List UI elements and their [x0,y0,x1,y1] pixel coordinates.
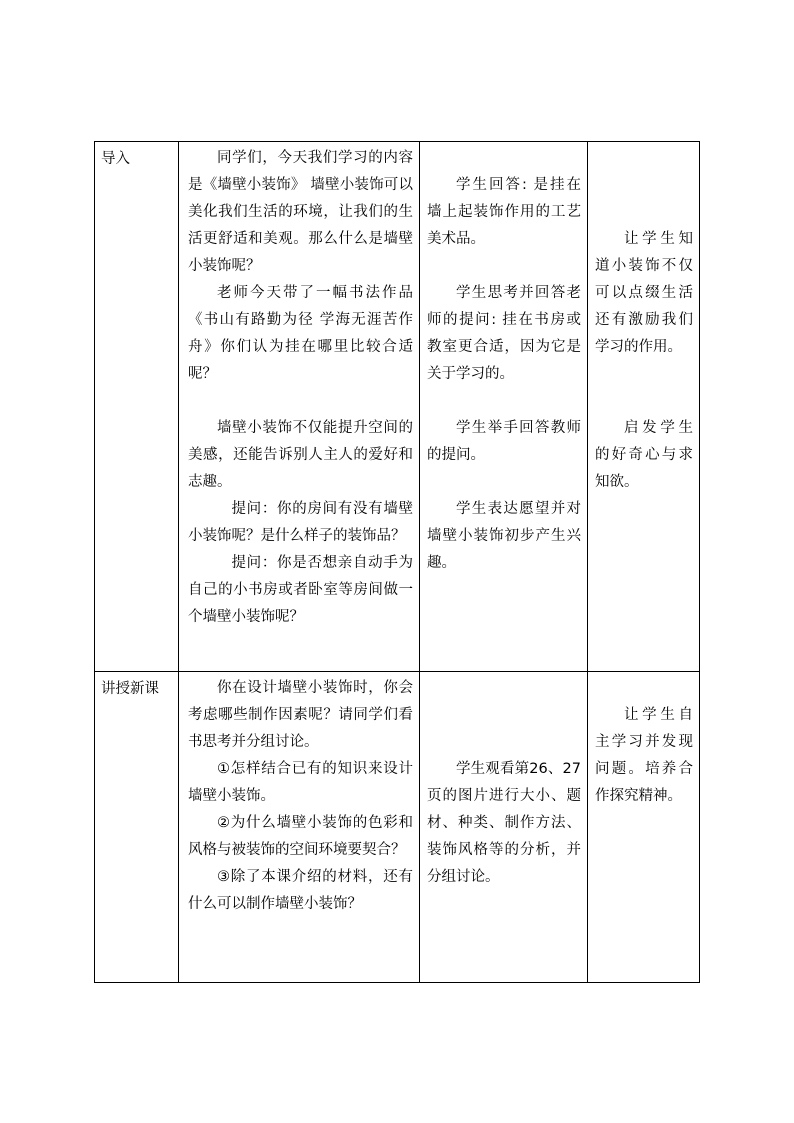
lesson-plan-table [94,141,700,983]
purpose-paragraph: 让学生自主学习并发现问题。培养合作探究精神。 [595,707,693,804]
teacher-paragraph: ②为什么墙壁小装饰的色彩和风格与被装饰的空间环境要契合？ [188,815,413,858]
student-activity-cell [420,142,588,672]
teacher-paragraph: 提问：你是否想亲自动手为自己的小书房或者卧室等房间做一个墙壁小装饰呢？ [188,555,413,625]
student-paragraph: 学生观看第26、27页的图片进行大小、题材、种类、制作方法、装饰风格等的分析，并分组讨论。 [427,761,581,885]
teacher-paragraph: 同学们，今天我们学习的内容是《墙壁小装饰》 墙壁小装饰可以美化我们生活的环境，让我们的生活更舒适和美观。那么什么是墙壁小装饰呢？ [188,150,413,274]
teacher-paragraph: ③除了本课介绍的材料，还有什么可以制作墙壁小装饰？ [188,869,413,912]
purpose-paragraph: 让学生知道小装饰不仅可以点缀生活还有激励我们学习的作用。 [595,231,693,355]
teacher-paragraph: 你在设计墙壁小装饰时，你会考虑哪些制作因素呢？请同学们看书思考并分组讨论。 [188,680,413,750]
stage-cell-intro: 导入 [95,142,179,672]
table-row-intro [95,142,700,672]
teacher-activity-cell [179,672,420,983]
table-row-new-lesson [95,672,700,983]
student-paragraph: 学生思考并回答老师的提问: 挂在书房或教室更合适，因为它是关于学习的。 [427,285,581,382]
teacher-paragraph: 提问：你的房间有没有墙壁小装饰呢？是什么样子的装饰品？ [188,501,413,544]
teacher-paragraph: 墙壁小装饰不仅能提升空间的美感，还能告诉别人主人的爱好和志趣。 [188,420,413,490]
design-purpose-cell [588,142,700,672]
teacher-paragraph: ①怎样结合已有的知识来设计墙壁小装饰。 [188,761,413,804]
purpose-paragraph: 启发学生的好奇心与求知欲。 [595,420,693,490]
stage-cell-new-lesson: 讲授新课 [95,672,179,983]
student-paragraph: 学生表达愿望并对墙壁小装饰初步产生兴趣。 [427,501,581,571]
student-paragraph: 学生举手回答教师的提问。 [427,420,581,463]
teacher-activity-cell [179,142,420,672]
student-activity-cell [420,672,588,983]
design-purpose-cell [588,672,700,983]
teacher-paragraph: 老师今天带了一幅书法作品《书山有路勤为径 学海无涯苦作舟》你们认为挂在哪里比较合适呢？ [188,285,413,382]
student-paragraph: 学生回答: 是挂在墙上起装饰作用的工艺美术品。 [427,177,581,247]
